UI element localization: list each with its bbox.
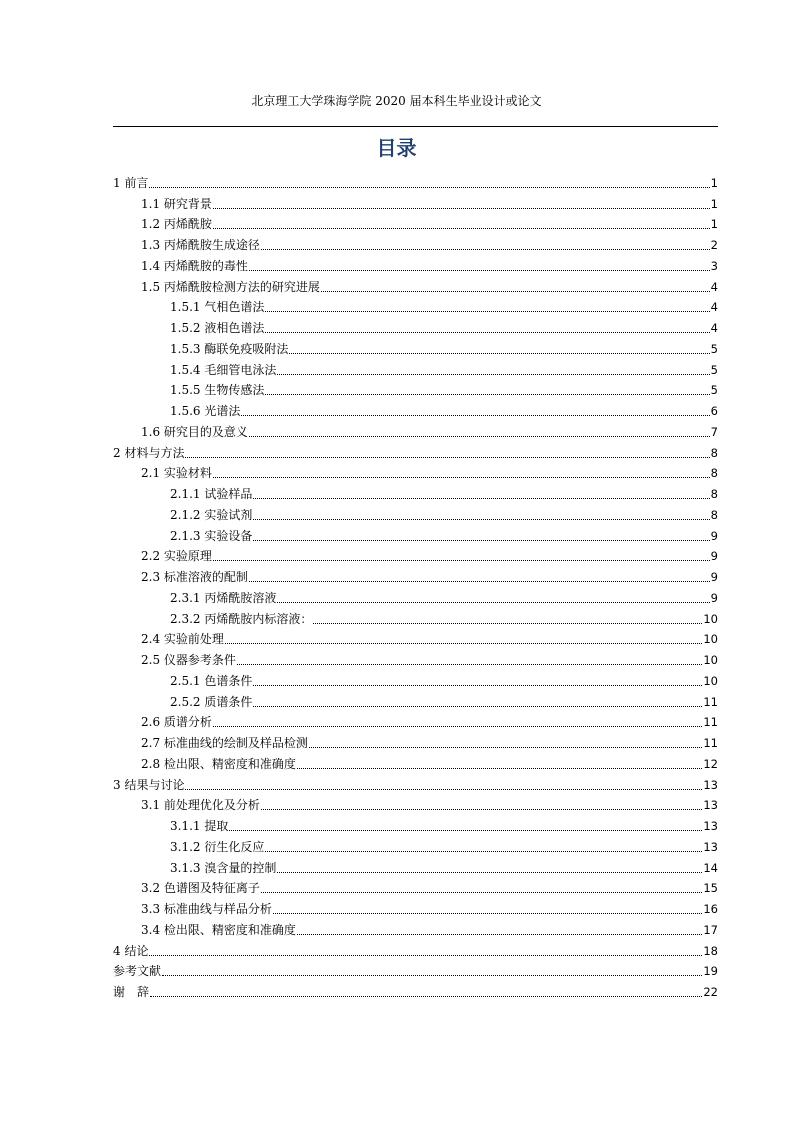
toc-entry[interactable]	[113, 896, 718, 917]
toc-leader-dots	[297, 933, 702, 935]
toc-entry[interactable]	[113, 295, 718, 316]
toc-entry-title: 3.3 标准曲线与样品分析	[141, 902, 272, 916]
toc-entry[interactable]	[113, 834, 718, 855]
toc-entry-title: 1 前言	[113, 175, 149, 190]
toc-entry[interactable]	[113, 564, 718, 585]
toc-entry-page: 10	[703, 632, 718, 647]
toc-leader-dots	[309, 746, 702, 748]
toc-entry[interactable]	[113, 606, 718, 627]
toc-entry-title: 1.5.3 酶联免疫吸附法	[170, 341, 289, 356]
toc-leader-dots	[241, 414, 709, 416]
toc-entry[interactable]	[113, 917, 718, 938]
toc-entry[interactable]	[113, 793, 718, 814]
table-of-contents	[113, 170, 718, 1000]
toc-entry-page: 11	[703, 715, 718, 730]
toc-leader-dots	[253, 539, 709, 541]
toc-entry[interactable]	[113, 315, 718, 336]
toc-entry-title: 2 材料与方法	[113, 445, 185, 460]
toc-leader-dots	[253, 497, 709, 499]
toc-entry-title: 3.1.3 溴含量的控制	[170, 860, 277, 875]
toc-entry-page: 12	[703, 756, 718, 771]
toc-entry[interactable]	[113, 813, 718, 834]
toc-entry[interactable]	[113, 502, 718, 523]
toc-entry-page: 13	[703, 798, 718, 813]
toc-leader-dots	[321, 290, 710, 292]
toc-leader-dots	[273, 912, 702, 914]
toc-entry-title: 1.5 丙烯酰胺检测方法的研究进展	[141, 279, 320, 294]
toc-entry-page: 8	[710, 507, 718, 522]
toc-leader-dots	[213, 227, 710, 229]
toc-entry-page: 1	[710, 175, 718, 190]
toc-entry[interactable]	[113, 170, 718, 191]
toc-entry-title: 2.1.3 实验设备	[170, 528, 253, 543]
toc-entry-title: 2.4 实验前处理	[141, 632, 224, 647]
toc-entry[interactable]	[113, 232, 718, 253]
toc-leader-dots	[265, 331, 709, 333]
toc-entry-page: 10	[703, 673, 718, 688]
toc-leader-dots	[213, 725, 702, 727]
toc-entry-title: 2.2 实验原理	[141, 549, 212, 564]
toc-entry[interactable]	[113, 440, 718, 461]
toc-entry-page: 8	[710, 466, 718, 481]
toc-entry-title: 1.1 研究背景	[141, 196, 212, 211]
toc-entry-title: 2.7 标准曲线的绘制及样品检测	[141, 736, 308, 750]
toc-entry-page: 2	[710, 238, 718, 252]
toc-entry-title: 2.6 质谱分析	[141, 715, 212, 730]
toc-entry-title: 1.5.2 液相色谱法	[170, 321, 265, 335]
toc-entry-title: 3.1.2 衍生化反应	[170, 839, 265, 854]
toc-leader-dots	[253, 684, 702, 686]
toc-leader-dots	[237, 663, 702, 665]
toc-entry-page: 19	[703, 964, 718, 979]
toc-leader-dots	[297, 767, 702, 769]
toc-entry-title: 2.5.2 质谱条件	[170, 694, 253, 709]
toc-entry[interactable]	[113, 419, 718, 440]
toc-entry[interactable]	[113, 378, 718, 399]
toc-leader-dots	[213, 207, 710, 209]
toc-entry-title: 2.5.1 色谱条件	[170, 673, 253, 688]
toc-entry[interactable]	[113, 876, 718, 897]
toc-entry-page: 13	[703, 839, 718, 854]
toc-entry[interactable]	[113, 627, 718, 648]
toc-leader-dots	[162, 974, 702, 976]
toc-leader-dots	[249, 435, 710, 437]
toc-entry[interactable]	[113, 855, 718, 876]
toc-entry-page: 9	[710, 570, 718, 584]
toc-entry[interactable]	[113, 398, 718, 419]
toc-entry-title: 谢 辞	[113, 985, 150, 999]
toc-entry-page: 11	[703, 736, 718, 750]
toc-entry-title: 1.5.5 生物传感法	[170, 383, 265, 398]
toc-leader-dots	[277, 601, 709, 603]
toc-entry-title: 2.8 检出限、精密度和准确度	[141, 756, 296, 771]
toc-entry[interactable]	[113, 212, 718, 233]
toc-entry[interactable]	[113, 751, 718, 772]
toc-entry-title: 2.3.2 丙烯酰胺内标溶液：	[170, 611, 313, 626]
toc-entry[interactable]	[113, 481, 718, 502]
toc-leader-dots	[149, 954, 702, 956]
toc-leader-dots	[261, 248, 710, 250]
toc-entry-page: 10	[703, 611, 718, 626]
toc-entry-title: 1.4 丙烯酰胺的毒性	[141, 258, 248, 273]
toc-entry-page: 1	[710, 217, 718, 232]
toc-leader-dots	[249, 269, 710, 271]
toc-entry[interactable]	[113, 938, 718, 959]
toc-leader-dots	[265, 393, 709, 395]
toc-entry[interactable]	[113, 647, 718, 668]
toc-leader-dots	[265, 850, 702, 852]
toc-entry-page: 6	[710, 404, 718, 418]
toc-entry-title: 1.2 丙烯酰胺	[141, 217, 212, 232]
toc-leader-dots	[277, 871, 702, 873]
toc-entry[interactable]	[113, 274, 718, 295]
toc-entry-title: 2.3.1 丙烯酰胺溶液	[170, 590, 277, 605]
toc-entry-page: 9	[710, 590, 718, 605]
toc-entry-page: 15	[703, 881, 718, 896]
toc-entry-title: 3.1.1 提取	[170, 819, 229, 833]
toc-entry-title: 1.5.6 光谱法	[170, 404, 241, 418]
toc-leader-dots	[249, 580, 710, 582]
toc-entry-page: 5	[710, 362, 718, 377]
toc-leader-dots	[185, 456, 709, 458]
toc-entry-title: 参考文献	[113, 964, 162, 979]
toc-entry[interactable]	[113, 979, 718, 1000]
toc-leader-dots	[253, 705, 702, 707]
toc-leader-dots	[261, 891, 702, 893]
header-divider	[113, 126, 718, 127]
toc-entry[interactable]	[113, 544, 718, 565]
toc-entry[interactable]	[113, 191, 718, 212]
page-header: 北京理工大学珠海学院 2020 届本科生毕业设计或论文	[251, 94, 542, 108]
toc-entry[interactable]	[113, 959, 718, 980]
toc-entry-page: 4	[710, 321, 718, 335]
toc-entry-title: 3.1 前处理优化及分析	[141, 798, 260, 813]
toc-entry-page: 9	[710, 549, 718, 564]
toc-entry-page: 5	[710, 383, 718, 398]
toc-entry-page: 4	[710, 300, 718, 315]
toc-entry[interactable]	[113, 523, 718, 544]
toc-entry-page: 18	[703, 943, 718, 958]
toc-entry-page: 4	[710, 279, 718, 294]
toc-entry-title: 1.5.1 气相色谱法	[170, 300, 265, 315]
toc-entry-page: 8	[710, 487, 718, 501]
toc-entry-page: 11	[703, 694, 718, 709]
toc-entry[interactable]	[113, 461, 718, 482]
toc-leader-dots	[265, 310, 709, 312]
toc-entry-page: 17	[703, 922, 718, 937]
toc-entry-title: 3.4 检出限、精密度和准确度	[141, 922, 296, 937]
toc-entry[interactable]	[113, 772, 718, 793]
toc-entry-page: 1	[710, 196, 718, 211]
toc-entry[interactable]	[113, 336, 718, 357]
toc-entry[interactable]	[113, 730, 718, 751]
toc-entry-title: 3 结果与讨论	[113, 777, 185, 792]
toc-entry-page: 5	[710, 341, 718, 356]
toc-entry-title: 2.1.1 试验样品	[170, 487, 253, 501]
toc-title: 目录	[376, 136, 417, 160]
toc-entry-title: 2.1.2 实验试剂	[170, 507, 253, 522]
toc-entry-page: 8	[710, 445, 718, 460]
toc-leader-dots	[225, 642, 702, 644]
toc-leader-dots	[229, 829, 702, 831]
toc-entry-page: 13	[703, 819, 718, 833]
toc-leader-dots	[149, 186, 709, 188]
toc-entry-page: 9	[710, 528, 718, 543]
toc-entry[interactable]	[113, 253, 718, 274]
toc-leader-dots	[213, 559, 710, 561]
toc-entry[interactable]	[113, 689, 718, 710]
toc-entry-page: 16	[703, 902, 718, 916]
toc-entry-page: 7	[710, 424, 718, 439]
toc-leader-dots	[289, 352, 709, 354]
toc-entry-title: 1.6 研究目的及意义	[141, 424, 248, 439]
toc-entry[interactable]	[113, 668, 718, 689]
toc-leader-dots	[277, 373, 709, 375]
toc-entry-page: 3	[710, 258, 718, 273]
toc-leader-dots	[253, 518, 709, 520]
toc-entry-page: 10	[703, 653, 718, 667]
toc-entry-title: 2.5 仪器参考条件	[141, 653, 236, 667]
toc-entry-title: 3.2 色谱图及特征离子	[141, 881, 260, 896]
toc-entry[interactable]	[113, 710, 718, 731]
toc-entry-title: 2.1 实验材料	[141, 466, 212, 481]
toc-leader-dots	[150, 995, 702, 997]
toc-entry-page: 13	[703, 777, 718, 792]
toc-leader-dots	[261, 808, 702, 810]
toc-entry-title: 1.5.4 毛细管电泳法	[170, 362, 277, 377]
toc-entry-page: 14	[703, 860, 718, 875]
toc-entry-title: 1.3 丙烯酰胺生成途径	[141, 238, 260, 252]
toc-leader-dots	[185, 788, 702, 790]
toc-entry-title: 4 结论	[113, 943, 149, 958]
toc-entry[interactable]	[113, 585, 718, 606]
toc-leader-dots	[313, 622, 702, 624]
toc-entry-page: 22	[703, 985, 718, 999]
toc-entry[interactable]	[113, 357, 718, 378]
toc-entry-title: 2.3 标准溶液的配制	[141, 570, 248, 584]
toc-leader-dots	[213, 476, 710, 478]
